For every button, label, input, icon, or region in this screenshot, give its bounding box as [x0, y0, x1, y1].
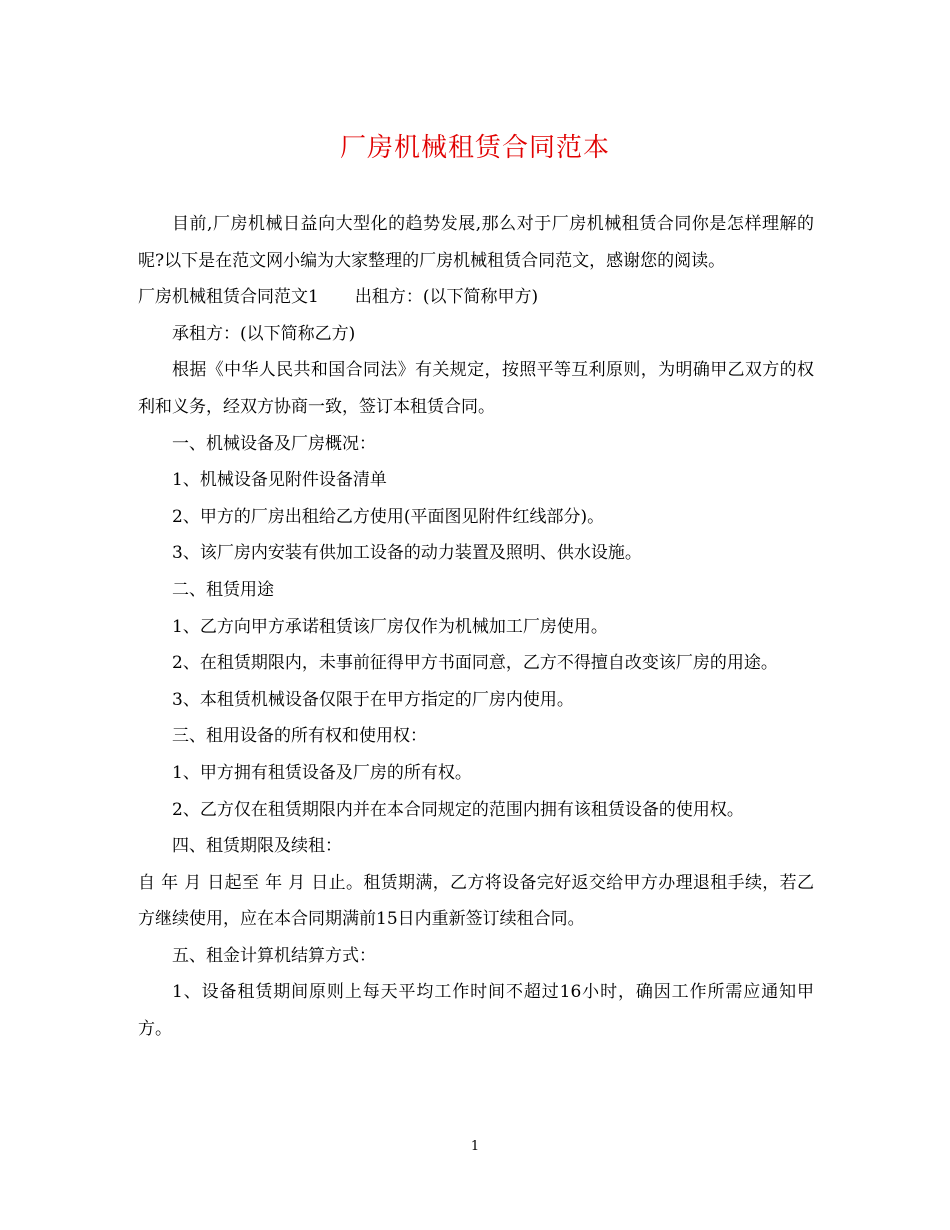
clause-item: 3、该厂房内安装有供加工设备的动力装置及照明、供水设施。: [172, 543, 642, 564]
term-paragraph: 自 年 月 日起至 年 月 日止。租赁期满，乙方将设备完好返交给甲方办理退租手续，若乙方继续使用，应在本合同期满前15日内重新签订续租合同。: [138, 872, 814, 930]
clause-item: 2、乙方仅在租赁期限内并在本合同规定的范围内拥有该租赁设备的使用权。: [172, 799, 744, 820]
lessee-line: 承租方：(以下简称乙方): [172, 323, 356, 344]
clause-item: 2、在租赁期限内，未事前征得甲方书面同意，乙方不得擅自改变该厂房的用途。: [172, 653, 778, 674]
clause-item: 1、乙方向甲方承诺租赁该厂房仅作为机械加工厂房使用。: [172, 616, 608, 637]
section-heading: 一、机械设备及厂房概况：: [172, 433, 376, 454]
preamble-paragraph: 根据《中华人民共和国合同法》有关规定，按照平等互利原则，为明确甲乙双方的权利和义务，经双方协商一致，签订本租赁合同。: [138, 360, 814, 417]
lessor-line: 出租方：(以下简称甲方): [354, 287, 539, 308]
section-heading: 二、租赁用途: [172, 579, 274, 600]
document-title: 厂房机械租赁合同范本: [339, 133, 610, 163]
section-heading: 四、租赁期限及续租：: [172, 836, 342, 857]
clause-item: 1、机械设备见附件设备清单: [172, 470, 387, 491]
clause-item: 2、甲方的厂房出租给乙方使用(平面图见附件红线部分)。: [172, 506, 605, 527]
intro-paragraph: 目前,厂房机械日益向大型化的趋势发展,那么对于厂房机械租赁合同你是怎样理解的呢?以下是在范文网小编为大家整理的厂房机械租赁合同范文，感谢您的阅读。: [138, 214, 814, 271]
sample-heading-line: [138, 279, 814, 316]
clause-item: 1、设备租赁期间原则上每天平均工作时间不超过16小时，确因工作所需应通知甲方。: [138, 982, 814, 1040]
sample-heading: 厂房机械租赁合同范文1: [138, 287, 319, 308]
document-body: [138, 206, 814, 1048]
section-heading: 五、租金计算机结算方式：: [172, 945, 376, 966]
section-heading: 三、租用设备的所有权和使用权：: [172, 726, 427, 747]
clause-item: 3、本租赁机械设备仅限于在甲方指定的厂房内使用。: [172, 689, 574, 710]
page-number: 1: [470, 1139, 480, 1154]
clause-item: 1、甲方拥有租赁设备及厂房的所有权。: [172, 762, 472, 783]
